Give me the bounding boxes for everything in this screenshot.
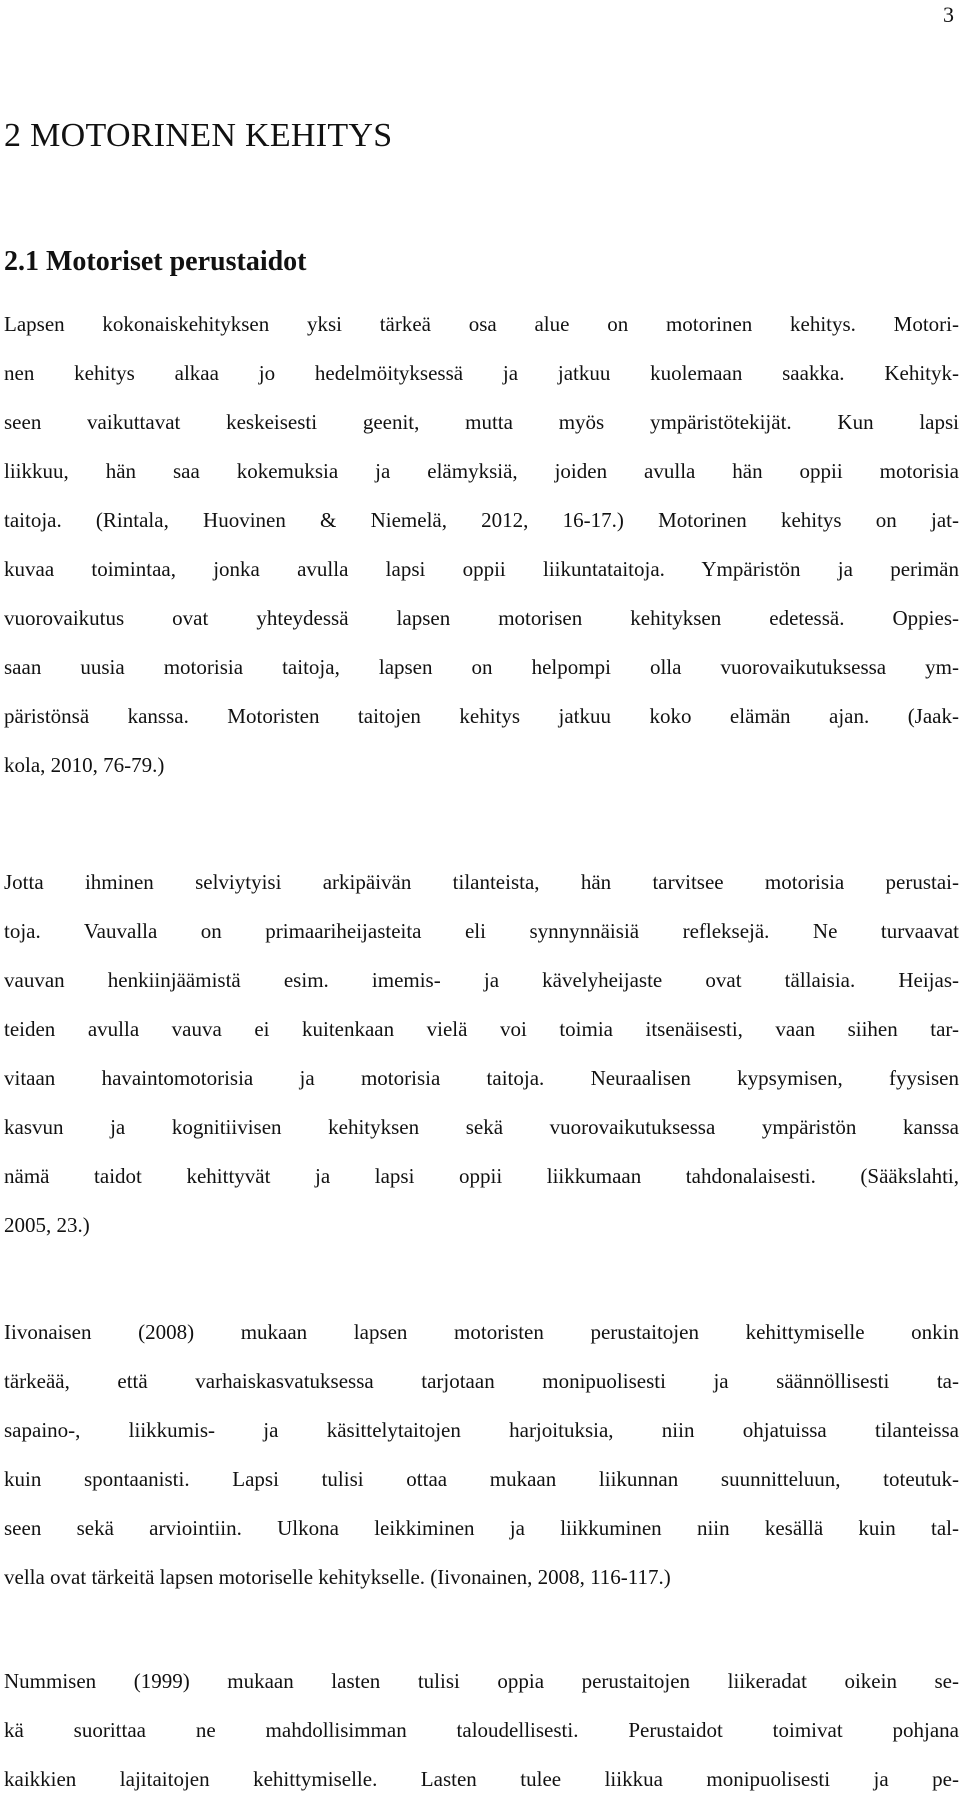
- text-line: toja. Vauvalla on primaariheijasteita eli synnynnäisiä refleksejä. Ne turvaavat: [4, 919, 959, 943]
- text-line: nen kehitys alkaa jo hedelmöityksessä ja jatkuu kuolemaan saakka. Kehityk-: [4, 361, 959, 385]
- text-line: seen vaikuttavat keskeisesti geenit, mutta myös ympäristötekijät. Kun lapsi: [4, 410, 959, 434]
- text-line: kuin spontaanisti. Lapsi tulisi ottaa mukaan liikunnan suunnitteluun, toteutuk-: [4, 1467, 959, 1491]
- text-line: kola, 2010, 76-79.): [4, 753, 165, 777]
- paragraph-early-education: [4, 1308, 959, 1602]
- text-line: vuorovaikutus ovat yhteydessä lapsen motorisen kehityksen edetessä. Oppies-: [4, 606, 959, 630]
- text-line: kaikkien lajitaitojen kehittymiselle. Lasten tulee liikkua monipuolisesti ja pe-: [4, 1767, 959, 1791]
- text-line: Jotta ihminen selviytyisi arkipäivän tilanteista, hän tarvitsee motorisia perustai-: [4, 870, 959, 894]
- page-number: 3: [943, 2, 954, 27]
- paragraph-motor-development: [4, 300, 959, 790]
- text-line: liikkuu, hän saa kokemuksia ja elämyksiä, joiden avulla hän oppii motorisia: [4, 459, 959, 483]
- paragraph-movement-paths: [4, 1657, 959, 1804]
- text-line: taitoja. (Rintala, Huovinen & Niemelä, 2012, 16-17.) Motorinen kehitys on jat-: [4, 508, 959, 532]
- text-line: vauvan henkiinjäämistä esim. imemis- ja kävelyheijaste ovat tällaisia. Heijas-: [4, 968, 959, 992]
- text-line: Lapsen kokonaiskehityksen yksi tärkeä osa alue on motorinen kehitys. Motori-: [4, 312, 959, 336]
- section-heading: 2.1 Motoriset perustaidot: [4, 246, 307, 277]
- text-line: teiden avulla vauva ei kuitenkaan vielä voi toimia itsenäisesti, vaan siihen tar-: [4, 1017, 959, 1041]
- text-line: tärkeää, että varhaiskasvatuksessa tarjotaan monipuolisesti ja säännöllisesti ta-: [4, 1369, 959, 1393]
- text-line: kasvun ja kognitiivisen kehityksen sekä vuorovaikutuksessa ympäristön kanssa: [4, 1115, 959, 1139]
- chapter-heading: 2 MOTORINEN KEHITYS: [4, 117, 393, 154]
- text-line: nämä taidot kehittyvät ja lapsi oppii liikkumaan tahdonalaisesti. (Sääkslahti,: [4, 1164, 959, 1188]
- text-line: vitaan havaintomotorisia ja motorisia taitoja. Neuraalisen kypsymisen, fyysisen: [4, 1066, 959, 1090]
- text-line: seen sekä arviointiin. Ulkona leikkiminen ja liikkuminen niin kesällä kuin tal-: [4, 1516, 959, 1540]
- text-line: päristönsä kanssa. Motoristen taitojen kehitys jatkuu koko elämän ajan. (Jaak-: [4, 704, 959, 728]
- text-line: sapaino-, liikkumis- ja käsittelytaitojen harjoituksia, niin ohjatuissa tilanteissa: [4, 1418, 959, 1442]
- text-line: kä suorittaa ne mahdollisimman taloudellisesti. Perustaidot toimivat pohjana: [4, 1718, 959, 1742]
- text-line: 2005, 23.): [4, 1213, 90, 1237]
- text-line: Nummisen (1999) mukaan lasten tulisi oppia perustaitojen liikeradat oikein se-: [4, 1669, 959, 1693]
- text-line: saan uusia motorisia taitoja, lapsen on helpompi olla vuorovaikutuksessa ym-: [4, 655, 959, 679]
- text-line: Iivonaisen (2008) mukaan lapsen motoristen perustaitojen kehittymiselle onkin: [4, 1320, 959, 1344]
- text-line: vella ovat tärkeitä lapsen motoriselle kehitykselle. (Iivonainen, 2008, 116-117.): [4, 1565, 671, 1589]
- text-line: kuvaa toimintaa, jonka avulla lapsi oppii liikuntataitoja. Ympäristön ja perimän: [4, 557, 959, 581]
- paragraph-basic-skills-reflexes: [4, 858, 959, 1250]
